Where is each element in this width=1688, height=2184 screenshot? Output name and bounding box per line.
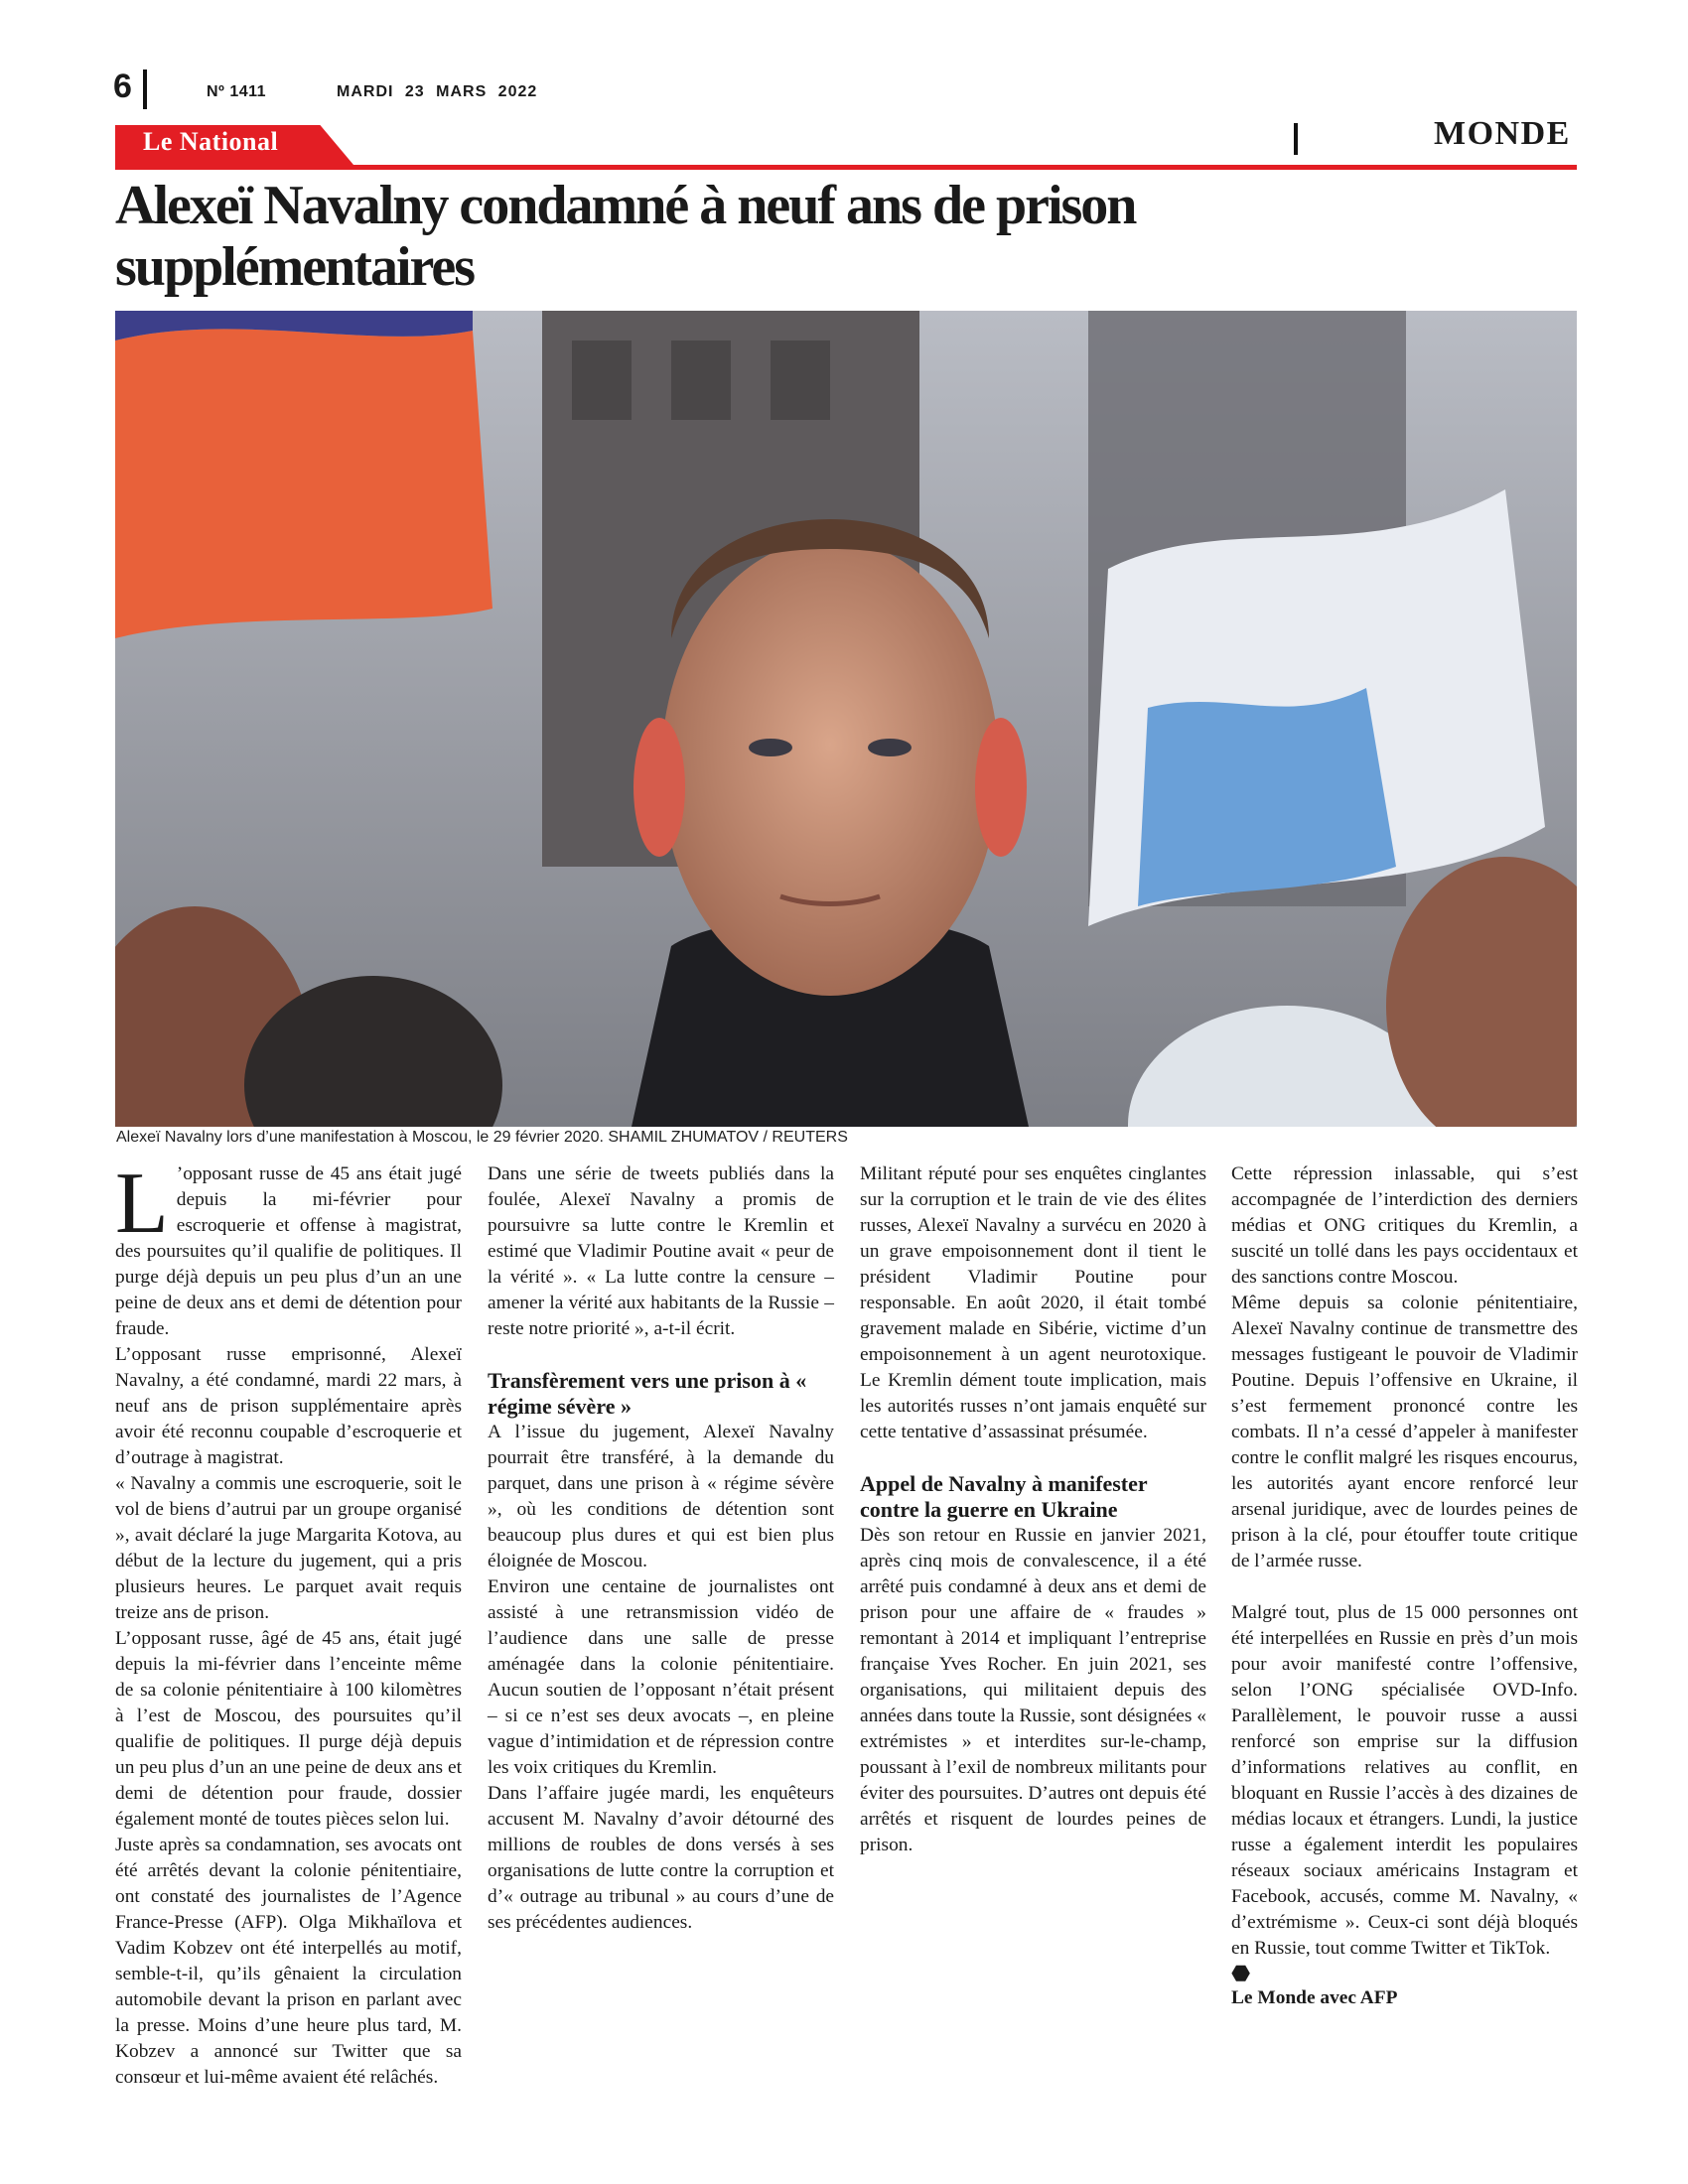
article-paragraph: Environ une centaine de journalistes ont assisté à une retransmission vidéo de l’audience dans une salle de presse aménagée dans la colonie pénitentiaire. Aucun soutien de l’opposant n’était présent – si ce n’est ses deux avocats –, en pleine vague d’intimidation et de répression contre les voix critiques du Kremlin. <box>488 1576 834 1778</box>
spacer <box>488 1342 834 1368</box>
section-title: MONDE <box>1434 115 1571 152</box>
end-mark-icon: ⬣ <box>1231 1961 1251 1985</box>
article-column-1 <box>115 1156 462 2091</box>
article-paragraph: Même depuis sa colonie pénitentiaire, Alexeï Navalny continue de transmettre des messages fustigeant le pouvoir de Vladimir Poutine. Depuis l’offensive en Ukraine, il s’est fermement prononcé contre les combats. Il n’a cessé d’appeler à manifester contre le conflit malgré les risques encourus, les autorités ayant encore renforcé leur arsenal juridique, avec de lourdes peines de prison à la clé, pour étouffer toute critique de l’armée russe. <box>1231 1293 1578 1571</box>
header-rule <box>115 165 1577 170</box>
article-photo <box>115 311 1577 1127</box>
page-number-divider <box>143 69 147 109</box>
article-column-3 <box>860 1161 1206 1858</box>
issue-date: MARDI 23 MARS 2022 <box>337 83 538 100</box>
article-paragraph: Juste après sa condamnation, ses avocats ont été arrêtés devant la colonie pénitentiaire, ont constaté des journalistes de l’Agence France-Presse (AFP). Olga Mikhaïlova et Vadim Kobzev ont été interpellés au motif, semble-t-il, qu’ils gênaient la circulation automobile devant la prison en parlant avec la presse. Moins d’une heure plus tard, M. Kobzev a annoncé sur Twitter que sa consœur et lui-même avaient été relâchés. <box>115 1835 462 2088</box>
issue-number: Nº 1411 <box>207 83 267 100</box>
photo-caption: Alexeï Navalny lors d’une manifestation à Moscou, le 29 février 2020. SHAMIL ZHUMATOV / REUTERS <box>116 1129 848 1146</box>
article-paragraph: Dans une série de tweets publiés dans la foulée, Alexeï Navalny a promis de poursuivre sa lutte contre le Kremlin et estimé que Vladimir Poutine avait « peur de la vérité ». « La lutte contre la censure – amener la vérité aux habitants de la Russie – reste notre priorité », a-t-il écrit. <box>488 1163 834 1339</box>
brand-label: Le National <box>143 127 279 156</box>
spacer <box>860 1445 1206 1471</box>
article-intro <box>115 1156 462 1342</box>
article-paragraph: Dans l’affaire jugée mardi, les enquêteurs accusent M. Navalny d’avoir détourné des millions de roubles de dons versés à ses organisations de lutte contre la corruption et d’« outrage au tribunal » au cours d’une de ses précédentes audiences. <box>488 1783 834 1933</box>
intro-text: ’opposant russe de 45 ans était jugé depuis la mi-février pour escroquerie et offense à magistrat, des poursuites qu’il qualifie de politiques. Il purge déjà depuis un peu plus d’un an une peine de deux ans et demi de détention pour fraude. <box>115 1163 462 1339</box>
article-paragraph: Cette répression inlassable, qui s’est accompagnée de l’interdiction des derniers médias et ONG critiques du Kremlin, a suscité un tollé dans les pays occidentaux et des sanctions contre Moscou. <box>1231 1163 1578 1288</box>
article-paragraph: Malgré tout, plus de 15 000 personnes ont été interpellées en Russie en près d’un mois pour avoir manifesté contre l’offensive, selon l’ONG spécialisée OVD-Info. Parallèlement, le pouvoir russe a aussi renforcé son emprise sur la diffusion d’informations relatives au conflit, en bloquant en Russie l’accès à des dizaines de médias locaux et étrangers. Lundi, la justice russe a également interdit les populaires réseaux sociaux américains Instagram et Facebook, accusés, comme M. Navalny, « d’extrémisme ». Ceux-ci sont déjà bloqués en Russie, tout comme Twitter et TikTok. <box>1231 1602 1578 1959</box>
page-number: 6 <box>113 68 132 105</box>
article-signature: Le Monde avec AFP <box>1231 1987 1398 2008</box>
drop-cap: L <box>115 1156 169 1252</box>
subheading: Transfèrement vers une prison à « régime sévère » <box>488 1368 807 1419</box>
article-column-4 <box>1231 1161 1578 2011</box>
article-paragraph: A l’issue du jugement, Alexeï Navalny pourrait être transféré, à la demande du parquet, dans une prison à « régime sévère », où les conditions de détention sont beaucoup plus dures et qui est bien plus éloignée de Moscou. <box>488 1422 834 1571</box>
photo-illustration <box>115 311 1577 1127</box>
article-paragraph: « Navalny a commis une escroquerie, soit le vol de biens d’autrui par un groupe organisé », avait déclaré la juge Margarita Kotova, au début de la lecture du jugement, qui a pris plusieurs heures. Le parquet avait requis treize ans de prison. <box>115 1473 462 1623</box>
subheading: Appel de Navalny à manifester contre la guerre en Ukraine <box>860 1471 1148 1522</box>
section-divider <box>1294 123 1298 155</box>
article-column-2 <box>488 1161 834 1936</box>
spacer <box>1231 1574 1578 1600</box>
headline: Alexeï Navalny condamné à neuf ans de prison supplémentaires <box>115 175 1136 298</box>
article-paragraph: L’opposant russe, âgé de 45 ans, était jugé depuis la mi-février dans l’enceinte même de sa colonie pénitentiaire à 100 kilomètres à l’est de Moscou, des poursuites qu’il qualifie de politiques. Il purge déjà depuis un peu plus d’un an une peine de deux ans et demi de détention pour fraude, dossier également monté de toutes pièces selon lui. <box>115 1628 462 1830</box>
article-paragraph: Militant réputé pour ses enquêtes cinglantes sur la corruption et le train de vie des élites russes, Alexeï Navalny a survécu en 2020 à un grave empoisonnement dont il tient le président Vladimir Poutine pour responsable. En août 2020, il était tombé gravement malade en Sibérie, victime d’un empoisonnement à un agent neurotoxique. Le Kremlin dément toute implication, mais les autorités russes n’ont jamais enquêté sur cette tentative d’assassinat présumée. <box>860 1163 1206 1442</box>
article-paragraph: L’opposant russe emprisonné, Alexeï Navalny, a été condamné, mardi 22 mars, à neuf ans de prison supplémentaire après avoir été reconnu coupable d’escroquerie et d’outrage à magistrat. <box>115 1344 462 1468</box>
article-paragraph: Dès son retour en Russie en janvier 2021, après cinq mois de convalescence, il a été arrêté puis condamné à deux ans et demi de prison pour une affaire de « fraudes » remontant à 2014 et impliquant l’entreprise française Yves Rocher. En juin 2021, ses organisations, qui militaient depuis des années dans toute la Russie, sont désignées « extrémistes » et interdites sur-le-champ, poussant à l’exil de nombreux militants pour éviter des poursuites. D’autres ont depuis été arrêtés et risquent de lourdes peines de prison. <box>860 1525 1206 1855</box>
